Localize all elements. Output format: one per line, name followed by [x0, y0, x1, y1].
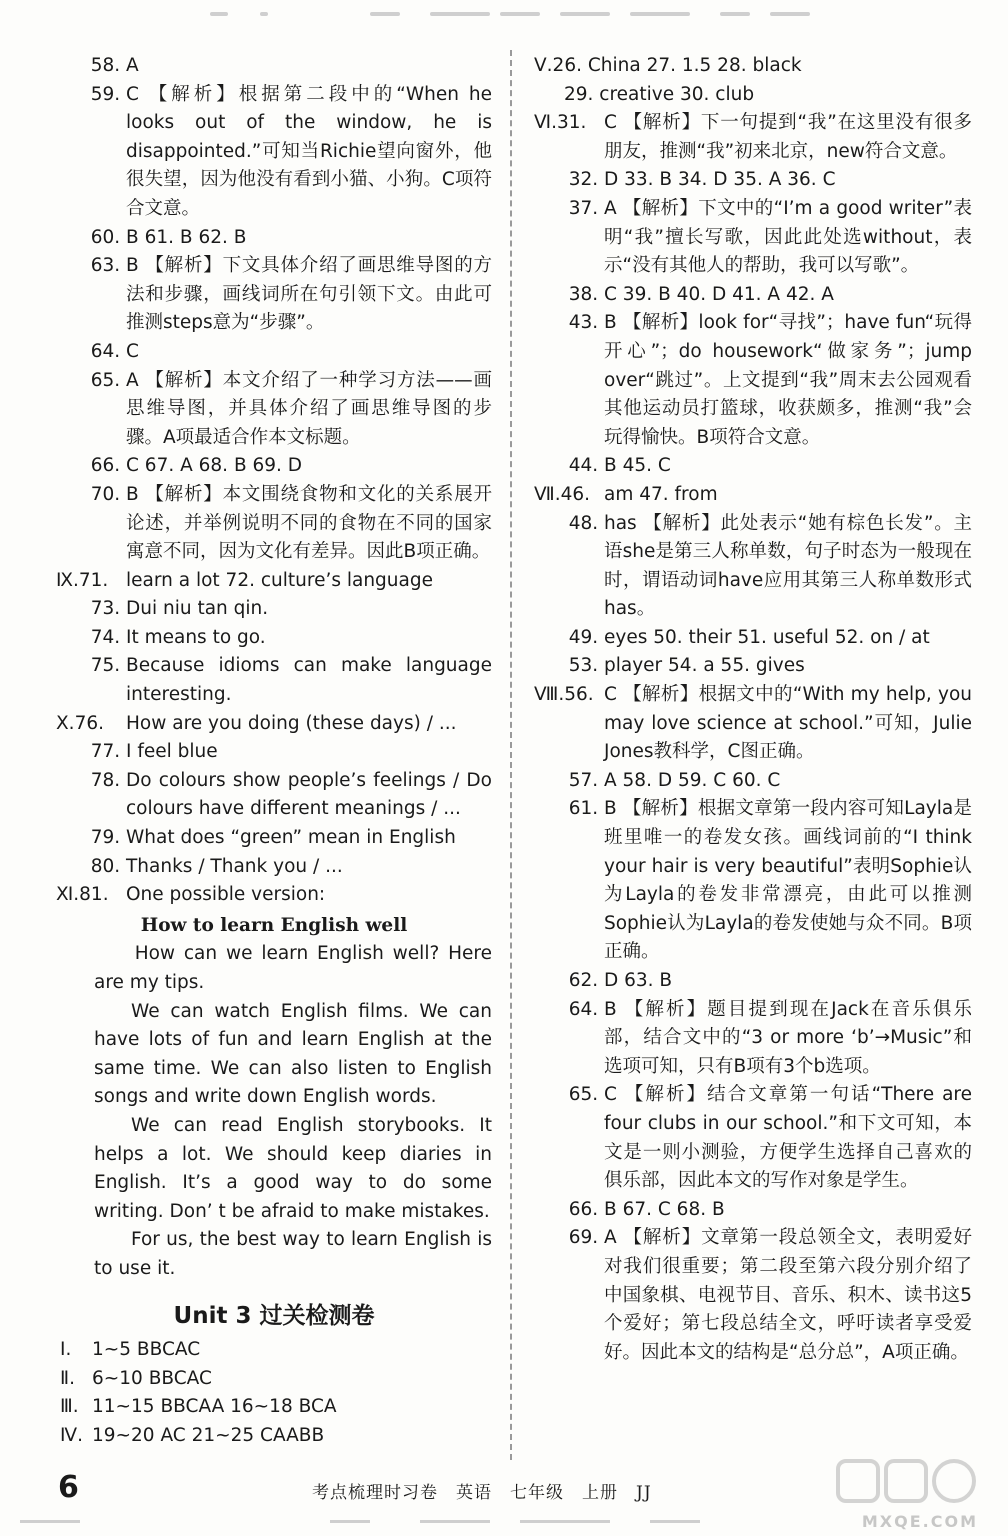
- answer-item: 60. B 61. B 62. B: [90, 226, 247, 248]
- section-10: [56, 710, 492, 882]
- answer-item: 66. B 67. C 68. B: [568, 1198, 725, 1220]
- answer-item: 80. Thanks / Thank you / ...: [90, 855, 343, 877]
- watermark-text: MXQE.COM: [861, 1512, 978, 1531]
- unit-answers: [56, 1336, 492, 1450]
- answer-row: Ⅴ.26. China 27. 1.5 28. black: [534, 55, 802, 76]
- answer-item: Ⅹ.76. How are you doing (these days) / ...: [56, 712, 457, 734]
- answer-row: Ⅱ. 6~10 BBCAC: [60, 1367, 212, 1389]
- section-8: [534, 681, 972, 1367]
- answer-item: Ⅸ.71. learn a lot 72. culture’s language: [56, 569, 433, 591]
- essay-paragraph: We can watch English films. We can have lots of fun and learn English at the same time. We can also listen to English songs and write down English words.: [94, 1000, 492, 1108]
- section-6: [534, 109, 972, 481]
- answer-item: 32. D 33. B 34. D 35. A 36. C: [568, 169, 836, 191]
- answer-item: 44. B 45. C: [568, 455, 671, 477]
- page-number: 6: [58, 1470, 79, 1505]
- answer-item: 43. B 【解析】look for“寻找”；have fun“玩得开心”；do housework“做家务”；jump over“跳过”。上文提到“我”周末去公园观看其他运动员打篮球，收获颇多，推测“我”会玩得愉快。B项符合文意。: [568, 312, 972, 448]
- watermark-logo: [834, 1455, 982, 1533]
- answer-item: 59. C 【解析】根据第二段中的“When he looks out of the window, he is disappointed.”可知当Richie望向窗外，他很失望，因为他没有看到小猫、小狗。C项符合文意。: [90, 83, 492, 219]
- answer-item: 53. player 54. a 55. gives: [568, 655, 805, 677]
- essay-title: How to learn English well: [140, 914, 408, 936]
- answer-row: 29. creative 30. club: [564, 83, 755, 105]
- answer-item: 65. A 【解析】本文介绍了一种学习方法——画思维导图，并具体介绍了画思维导图的步骤。A项最适合作本文标题。: [90, 369, 492, 448]
- answer-row: Ⅳ. 19~20 AC 21~25 CAABB: [60, 1424, 325, 1446]
- section-11: [56, 881, 492, 1283]
- answer-item: 79. What does “green” mean in English: [90, 827, 456, 849]
- top-decoration: [200, 6, 820, 26]
- left-entries: [56, 52, 492, 567]
- answer-item: 73. Dui niu tan qin.: [90, 598, 269, 620]
- answer-item: 37. A 【解析】下文中的“I’m a good writer”表明“我”擅长写歌，因此此处选without，表示“没有其他人的帮助，我可以写歌”。: [568, 197, 972, 277]
- essay-paragraph: We can read English storybooks. It helps a lot. We should keep diaries in English. It’s a good way to do some writing. Don’ t be afraid to make mistakes.: [94, 1114, 492, 1222]
- answer-item: 70. B 【解析】本文围绕食物和文化的关系展开论述，并举例说明不同的食物在不同的国家寓意不同，因为文化有差异。因此B项正确。: [90, 483, 492, 563]
- answer-item: 65. C 【解析】结合文章第一句话“There are four clubs in our school.”和下文可知，本文是一则小测验，方便学生选择自己喜欢的俱乐部，因此本文的写作对象是学生。: [568, 1084, 972, 1192]
- essay-paragraph: For us, the best way to learn English is to use it.: [94, 1229, 492, 1279]
- answer-item: 61. B 【解析】根据文章第一段内容可知Layla是班里唯一的卷发女孩。画线词前的“I think your hair is very beautiful”表明Sophie认为Layla的卷发非常漂亮，由此可以推测Sophie认为Layla的卷发使她与众不同。B项正确。: [568, 798, 972, 963]
- section-5: [534, 52, 972, 109]
- answer-item: Ⅺ.81. One possible version:: [56, 884, 326, 906]
- answer-item: 58. A: [90, 55, 139, 76]
- right-column: [534, 52, 972, 1367]
- answer-item: 74. It means to go.: [90, 626, 266, 648]
- watermark-badge-icon: [834, 1455, 982, 1511]
- column-divider: [510, 50, 512, 1460]
- answer-item: Ⅷ.56. C 【解析】根据文中的“With my help, you may love science at school.”可知，Julie Jones教科学，C图正确。: [534, 684, 972, 763]
- answer-item: 78. Do colours show people’s feelings / Do colours have different meanings / ...: [90, 769, 492, 820]
- unit-title: Unit 3 过关检测卷: [173, 1302, 375, 1329]
- footer-book-info: 考点梳理时习卷 英语 七年级 上册 JJ: [312, 1483, 652, 1503]
- answer-item: 66. C 67. A 68. B 69. D: [90, 455, 303, 477]
- section-7: [534, 481, 972, 681]
- answer-item: Ⅵ.31. C 【解析】下一句提到“我”在这里没有很多朋友，推测“我”初来北京，new符合文意。: [534, 112, 972, 162]
- answer-item: 63. B 【解析】下文具体介绍了画思维导图的方法和步骤，画线词所在句引领下文。由此可推测steps意为“步骤”。: [90, 255, 492, 334]
- answer-item: 38. C 39. B 40. D 41. A 42. A: [568, 283, 834, 305]
- answer-item: 64. C: [90, 340, 139, 362]
- answer-item: Ⅶ.46. am 47. from: [534, 483, 718, 505]
- answer-item: 49. eyes 50. their 51. useful 52. on / at: [568, 626, 930, 648]
- answer-item: 62. D 63. B: [568, 970, 673, 991]
- answer-item: 57. A 58. D 59. C 60. C: [568, 769, 781, 791]
- left-column: [56, 52, 492, 1451]
- answer-row: Ⅲ. 11~15 BBCAA 16~18 BCA: [60, 1396, 337, 1418]
- answer-row: Ⅰ. 1~5 BBCAC: [60, 1339, 201, 1361]
- answer-item: 69. A 【解析】文章第一段总领全文，表明爱好对我们很重要；第二段至第六段分别介绍了中国象棋、电视节目、音乐、积木、读书这5个爱好；第七段总结全文，呼吁读者享受爱好。因此本文的结构是“总分总”，A项正确。: [568, 1227, 972, 1363]
- answer-item: 64. B 【解析】题目提到现在Jack在音乐俱乐部，结合文中的“3 or more ‘b’→Music”和选项可知，只有B项有3个b选项。: [568, 998, 972, 1077]
- section-9: [56, 567, 492, 710]
- answer-item: 77. I feel blue: [90, 741, 218, 763]
- answer-item: 48. has 【解析】此处表示“她有棕色长发”。主语she是第三人称单数，句子时态为一般现在时，谓语动词have应用其第三人称单数形式has。: [568, 512, 972, 620]
- answer-item: 75. Because idioms can make language interesting.: [90, 655, 492, 706]
- essay-paragraph: How can we learn English well? Here are my tips.: [94, 943, 492, 993]
